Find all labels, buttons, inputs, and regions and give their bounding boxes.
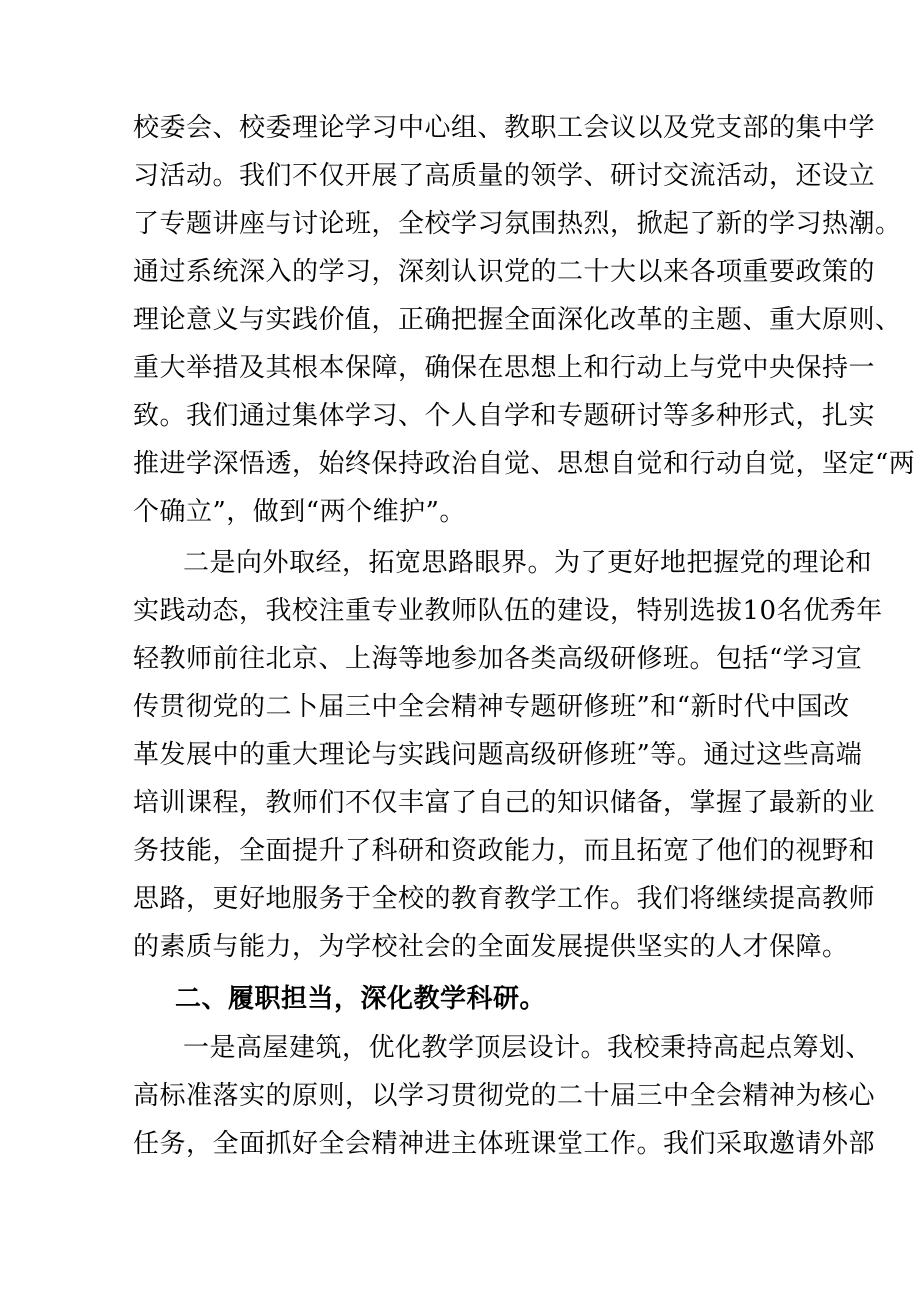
paragraph-3-line-3: 任务，全面抓好全会精神进主体班课堂工作。我们采取邀请外部 xyxy=(133,1129,876,1159)
paragraph-1-line-6: 重大举措及其根本保障，确保在思想上和行动上与党中央保持一 xyxy=(133,353,876,383)
paragraph-2-line-1: 二是向外取经，拓宽思路眼界。为了更好地把握党的理论和 xyxy=(183,548,873,578)
paragraph-2-line-7: 务技能，全面提升了科研和资政能力，而且拓宽了他们的视野和 xyxy=(133,836,876,866)
paragraph-2-line-9: 的素质与能力，为学校社会的全面发展提供坚实的人才保障。 xyxy=(133,932,849,962)
paragraph-1-line-1: 校委会、校委理论学习中心组、教职工会议以及党支部的集中学 xyxy=(133,113,876,143)
paragraph-2-line-6: 培训课程，教师们不仅丰富了自己的知识储备，掌握了最新的业 xyxy=(133,788,876,818)
paragraph-2-line-8: 思路，更好地服务于全校的教育教学工作。我们将继续提高教师 xyxy=(133,884,876,914)
paragraph-3-line-1: 一是高屋建筑，优化教学顶层设计。我校秉持高起点筹划、 xyxy=(183,1033,873,1063)
paragraph-2-line-3: 轻教师前往北京、上海等地参加各类高级研修班。包括“学习宣 xyxy=(133,644,863,674)
paragraph-2-line-5: 革发展中的重大理论与实践问题高级研修班”等。通过这些高端 xyxy=(133,740,863,770)
paragraph-3-line-2: 高标准落实的原则，以学习贯彻党的二十届三中全会精神为核心 xyxy=(133,1081,876,1111)
paragraph-1-line-9: 个确立”，做到“两个维护”。 xyxy=(133,497,466,527)
paragraph-1-line-8: 推进学深悟透，始终保持政治自觉、思想自觉和行动自觉，坚定“两 xyxy=(133,449,916,479)
paragraph-1-line-5: 理论意义与实践价值，正确把握全面深化改革的主题、重大原则、 xyxy=(133,305,902,335)
paragraph-1-line-4: 通过系统深入的学习，深刻认识党的二十大以来各项重要政策的 xyxy=(133,257,876,287)
paragraph-2-line-4: 传贯彻党的二卜届三中全会精神专题研修班”和“新时代中国改 xyxy=(133,692,850,722)
paragraph-1-line-7: 致。我们通过集体学习、个人自学和专题研讨等多种形式，扎实 xyxy=(133,401,876,431)
paragraph-1-line-3: 了专题讲座与讨论班，全校学习氛围热烈，掀起了新的学习热潮。 xyxy=(133,209,902,239)
paragraph-2-line-2: 实践动态，我校注重专业教师队伍的建设，特别选拔10名优秀年 xyxy=(133,596,883,626)
paragraph-1-line-2: 习活动。我们不仅开展了高质量的领学、研讨交流活动，还设立 xyxy=(133,161,876,191)
section-heading: 二、履职担当，深化教学科研。 xyxy=(175,984,547,1014)
